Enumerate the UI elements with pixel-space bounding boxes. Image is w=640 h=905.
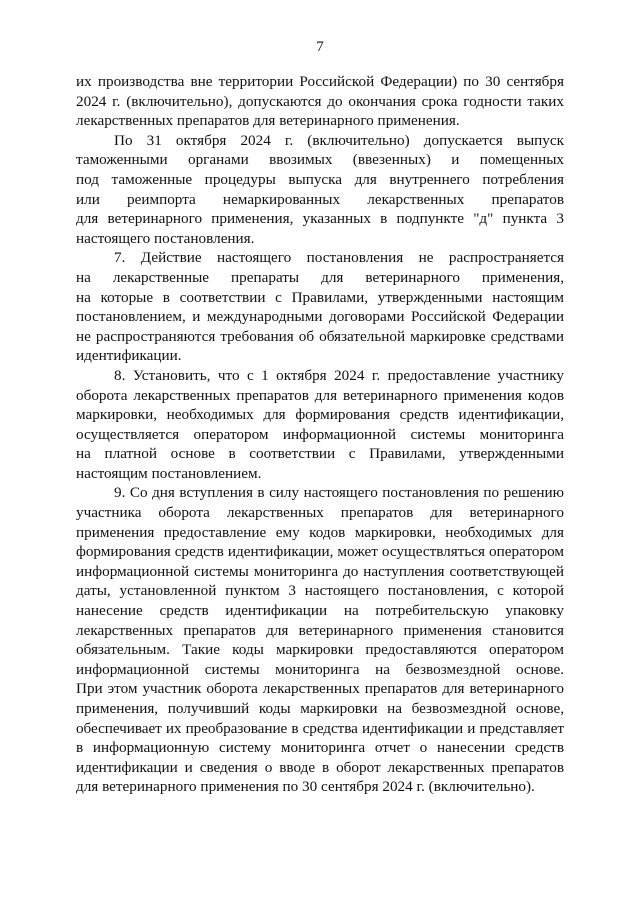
text-line: их производства вне территории Российской Федерации) по 30 сентября [76,73,564,90]
text-line: лекарственных препаратов для ветеринарного применения. [76,112,460,130]
page-number: 7 [316,39,324,55]
text-line: идентификации и сведения о вводе в оборот лекарственных препаратов [76,758,564,776]
text-line: При этом участник оборота лекарственных препаратов для ветеринарного [76,680,564,698]
text-line: настоящим постановлением. [76,464,262,482]
document-body [76,72,564,797]
text-line: обязательным. Такие коды маркировки предоставляются оператором [76,641,564,659]
text-line: формирования средств идентификации, может осуществляться оператором [76,543,564,561]
text-line: лекарственных препаратов для ветеринарного применения становится [76,621,564,639]
paragraph [76,131,564,249]
text-line: маркировки, необходимых для формирования средств идентификации, [76,406,564,424]
text-line: применения, получивший коды маркировки на безвозмездной основе, [76,700,564,717]
text-line: под таможенные процедуры выпуска для внутреннего потребления [76,170,564,188]
text-line: на которые в соответствии с Правилами, утвержденными настоящим [76,288,564,306]
text-line: на платной основе в соответствии с Правилами, утвержденными [76,445,564,463]
text-line: даты, установленной пунктом 3 настоящего постановления, с которой [76,582,564,600]
text-line: для ветеринарного применения по 30 сентября 2024 г. (включительно). [76,778,535,796]
paragraph [76,366,564,484]
text-line: идентификации. [76,347,182,365]
text-line: на лекарственные препараты для ветеринарного применения, [76,268,564,286]
text-line: информационной системы мониторинга на безвозмездной основе. [76,660,564,678]
text-line: в информационную систему мониторинга отчет о нанесении средств [76,739,564,757]
text-line: для ветеринарного применения, указанных в подпункте "д" пункта 3 [76,210,564,228]
paragraph [76,72,564,131]
text-line: 2024 г. (включительно), допускаются до окончания срока годности таких [76,92,564,110]
text-line: постановлением, и международными договорами Российской Федерации [76,308,564,326]
text-line: нанесение средств идентификации на потребительскую упаковку [76,602,564,620]
text-line: обеспечивает их преобразование в средства идентификации и представляет [76,719,564,737]
text-line: настоящего постановления. [76,229,255,247]
text-line: информационной системы мониторинга до наступления соответствующей [76,562,564,580]
text-line: или реимпорта немаркированных лекарственных препаратов [76,190,564,208]
text-line: оборота лекарственных препаратов для ветеринарного применения кодов [76,386,564,404]
text-line: 9. Со дня вступления в силу настоящего постановления по решению [114,484,564,502]
text-line: применения предоставление ему кодов маркировки, необходимых для [76,523,564,541]
paragraph [76,483,564,797]
text-line: осуществляется оператором информационной системы мониторинга [76,425,564,443]
text-line: таможенными органами ввозимых (ввезенных) и помещенных [76,151,564,169]
text-line: не распространяются требования об обязательной маркировке средствами [76,327,564,345]
text-line: 7. Действие настоящего постановления не распространяется [114,249,564,267]
text-line: По 31 октября 2024 г. (включительно) допускается выпуск [114,131,564,149]
text-line: участника оборота лекарственных препаратов для ветеринарного [76,504,564,522]
text-line: 8. Установить, что с 1 октября 2024 г. предоставление участнику [114,366,564,384]
paragraph [76,248,564,366]
